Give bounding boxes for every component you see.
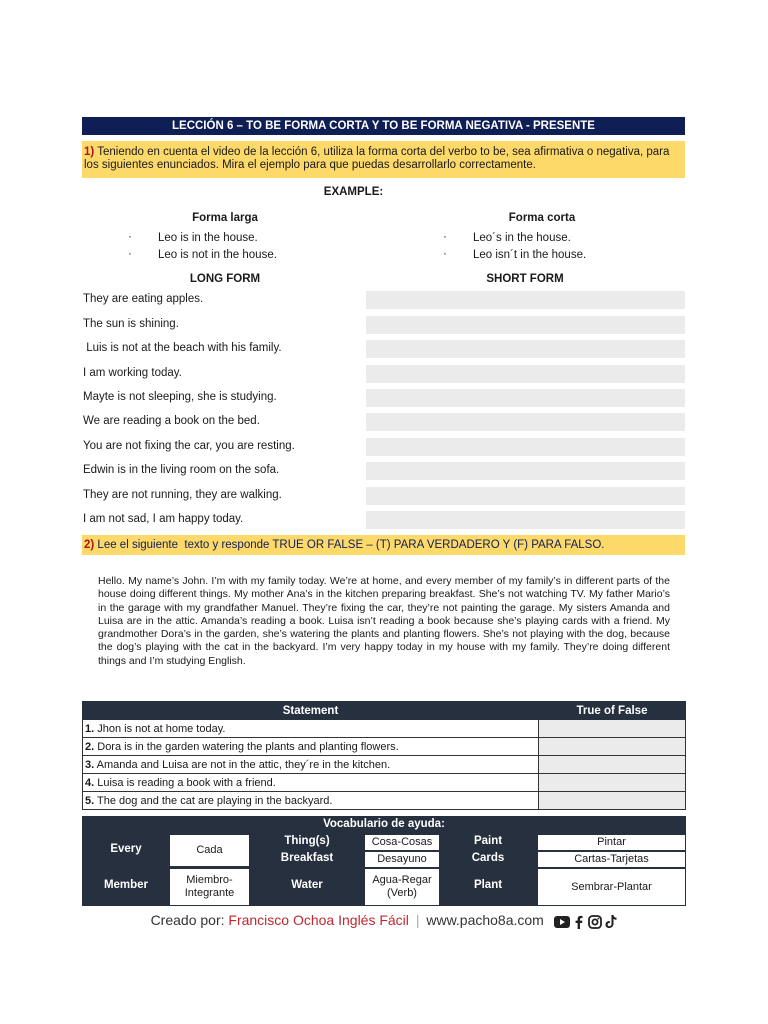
sentence-9: They are not running, they are walking. [83,489,282,501]
exercise-2-text: Lee el siguiente texto y responde TRUE OR FALSE – (T) PARA VERDADERO Y (F) PARA FALSO. [94,539,605,551]
vocab-agua: Agua-Regar (Verb) [365,869,439,905]
statement-text: The dog and the cat are playing in the backyard. [94,794,333,807]
social-icons [554,913,618,929]
forma-corta-heading: Forma corta [508,212,576,224]
footer-created-by: Creado por: [150,912,229,928]
short-form-heading: SHORT FORM [486,273,564,285]
answer-cell-2[interactable] [539,738,686,756]
statement-cell [83,774,539,792]
statement-cell [83,792,539,810]
vocab-cosa: Cosa-Cosas [365,835,439,850]
table-row [83,756,686,774]
bullet-icon: · [443,231,447,243]
true-false-header: True of False [539,702,686,720]
vocab-member: Member [103,879,149,891]
answer-box-6[interactable] [366,413,685,431]
sentence-6: We are reading a book on the bed. [83,415,260,427]
example-title: EXAMPLE: [323,186,384,198]
vocab-breakfast: Breakfast [280,852,334,864]
long-example: Leo is not in the house. [158,249,277,261]
table-row [83,738,686,756]
sentence-8: Edwin is in the living room on the sofa. [83,464,280,476]
statement-number: 2. [85,740,95,753]
vocab-water: Water [291,879,323,891]
statement-number: 3. [85,758,95,771]
footer-separator: | [415,912,420,928]
vocab-miembro: Miembro-Integrante [170,869,249,905]
lesson-title: LECCIÓN 6 – TO BE FORMA CORTA Y TO BE FORMA NEGATIVA - PRESENTE [82,117,685,135]
answer-box-1[interactable] [366,291,685,309]
bullet-icon: · [128,248,132,260]
exercise-1-number: 1) [84,146,95,158]
vocab-paint: Paint [473,835,503,847]
forma-larga-heading: Forma larga [192,212,258,224]
exercise-2-number: 2) [84,539,95,551]
vocab-cada: Cada [170,835,249,866]
exercise-2-instruction [82,535,685,555]
vocab-every: Every [110,843,142,855]
short-example: Leo isn´t in the house. [473,249,587,261]
statement-cell [83,720,539,738]
answer-cell-4[interactable] [539,774,686,792]
statement-header: Statement [83,702,539,720]
short-example: Leo´s in the house. [473,232,571,244]
tiktok-icon[interactable] [605,915,617,929]
answer-cell-3[interactable] [539,756,686,774]
answer-box-9[interactable] [366,487,685,505]
bullet-icon: · [128,231,132,243]
vocab-cards: Cards [471,852,505,864]
footer-website[interactable]: www.pacho8a.com [426,912,544,928]
answer-box-2[interactable] [366,316,685,334]
answer-box-7[interactable] [366,438,685,456]
long-form-heading: LONG FORM [189,273,261,285]
vocab-plant: Plant [473,879,503,891]
answer-box-4[interactable] [366,365,685,383]
vocab-things: Thing(s) [284,835,330,847]
exercise-1-text: Teniendo en cuenta el video de la lección 6, utiliza la forma corta del verbo to be, sea afirmativa o negativa, para los siguientes enunciados. Mira el ejemplo para que puedas desarrollarlo correctamente. [84,146,670,171]
table-row [83,792,686,810]
statement-cell [83,756,539,774]
answer-box-5[interactable] [366,389,685,407]
sentence-5: Mayte is not sleeping, she is studying. [83,391,277,403]
answer-cell-1[interactable] [539,720,686,738]
answer-cell-5[interactable] [539,792,686,810]
true-false-table [82,701,686,810]
sentence-1: They are eating apples. [83,293,204,305]
statement-text: Amanda and Luisa are not in the attic, they´re in the kitchen. [94,758,391,771]
vocab-sembrar: Sembrar-Plantar [538,869,685,905]
reading-passage: Hello. My name’s John. I’m with my family today. We’re at home, and every member of my family’s in different parts of the house doing different things. My mother Ana’s in the kitchen preparing breakfast. She’s not watching TV. My father Mario’s in the garage with my grandfather Manuel. They’re fixing the car, they’re not painting the garage. My sisters Amanda and Luisa are in the attic. Amanda’s reading a book. Luisa isn’t reading a book because she’s playing cards with a friend. My grandmother Dora’s in the garden, she’s watering the plants and planting flowers. She’s not playing with the dog, because the dog’s playing with the cat in the backyard. I’m very happy today in my house with my family. They’re doing different things and I’m studying English. [98,575,670,667]
sentence-3: Luis is not at the beach with his family. [83,342,282,354]
bullet-icon: · [443,248,447,260]
table-row [83,720,686,738]
vocab-desayuno: Desayuno [365,852,439,867]
statement-text: Dora is in the garden watering the plants and planting flowers. [94,740,399,753]
vocab-cartas: Cartas-Tarjetas [538,852,685,867]
vocab-pintar: Pintar [538,835,685,850]
youtube-icon[interactable] [554,916,570,928]
answer-box-8[interactable] [366,462,685,480]
statement-text: Luisa is reading a book with a friend. [94,776,276,789]
statement-number: 1. [85,722,95,735]
statement-cell [83,738,539,756]
statement-number: 5. [85,794,95,807]
answer-box-3[interactable] [366,340,685,358]
statement-number: 4. [85,776,95,789]
footer-author: Francisco Ochoa Inglés Fácil [228,912,409,928]
exercise-1-instruction [82,141,685,178]
sentence-4: I am working today. [83,367,182,379]
vocabulary-box [82,816,686,906]
statement-text: Jhon is not at home today. [94,722,226,735]
sentence-10: I am not sad, I am happy today. [83,513,244,525]
facebook-icon[interactable] [574,915,584,929]
instagram-icon[interactable] [588,915,602,929]
vocabulary-title: Vocabulario de ayuda: [323,818,445,830]
sentence-7: You are not fixing the car, you are resting. [83,440,295,452]
long-example: Leo is in the house. [158,232,258,244]
footer [82,912,686,929]
table-row [83,774,686,792]
answer-box-10[interactable] [366,511,685,529]
sentence-2: The sun is shining. [83,318,179,330]
